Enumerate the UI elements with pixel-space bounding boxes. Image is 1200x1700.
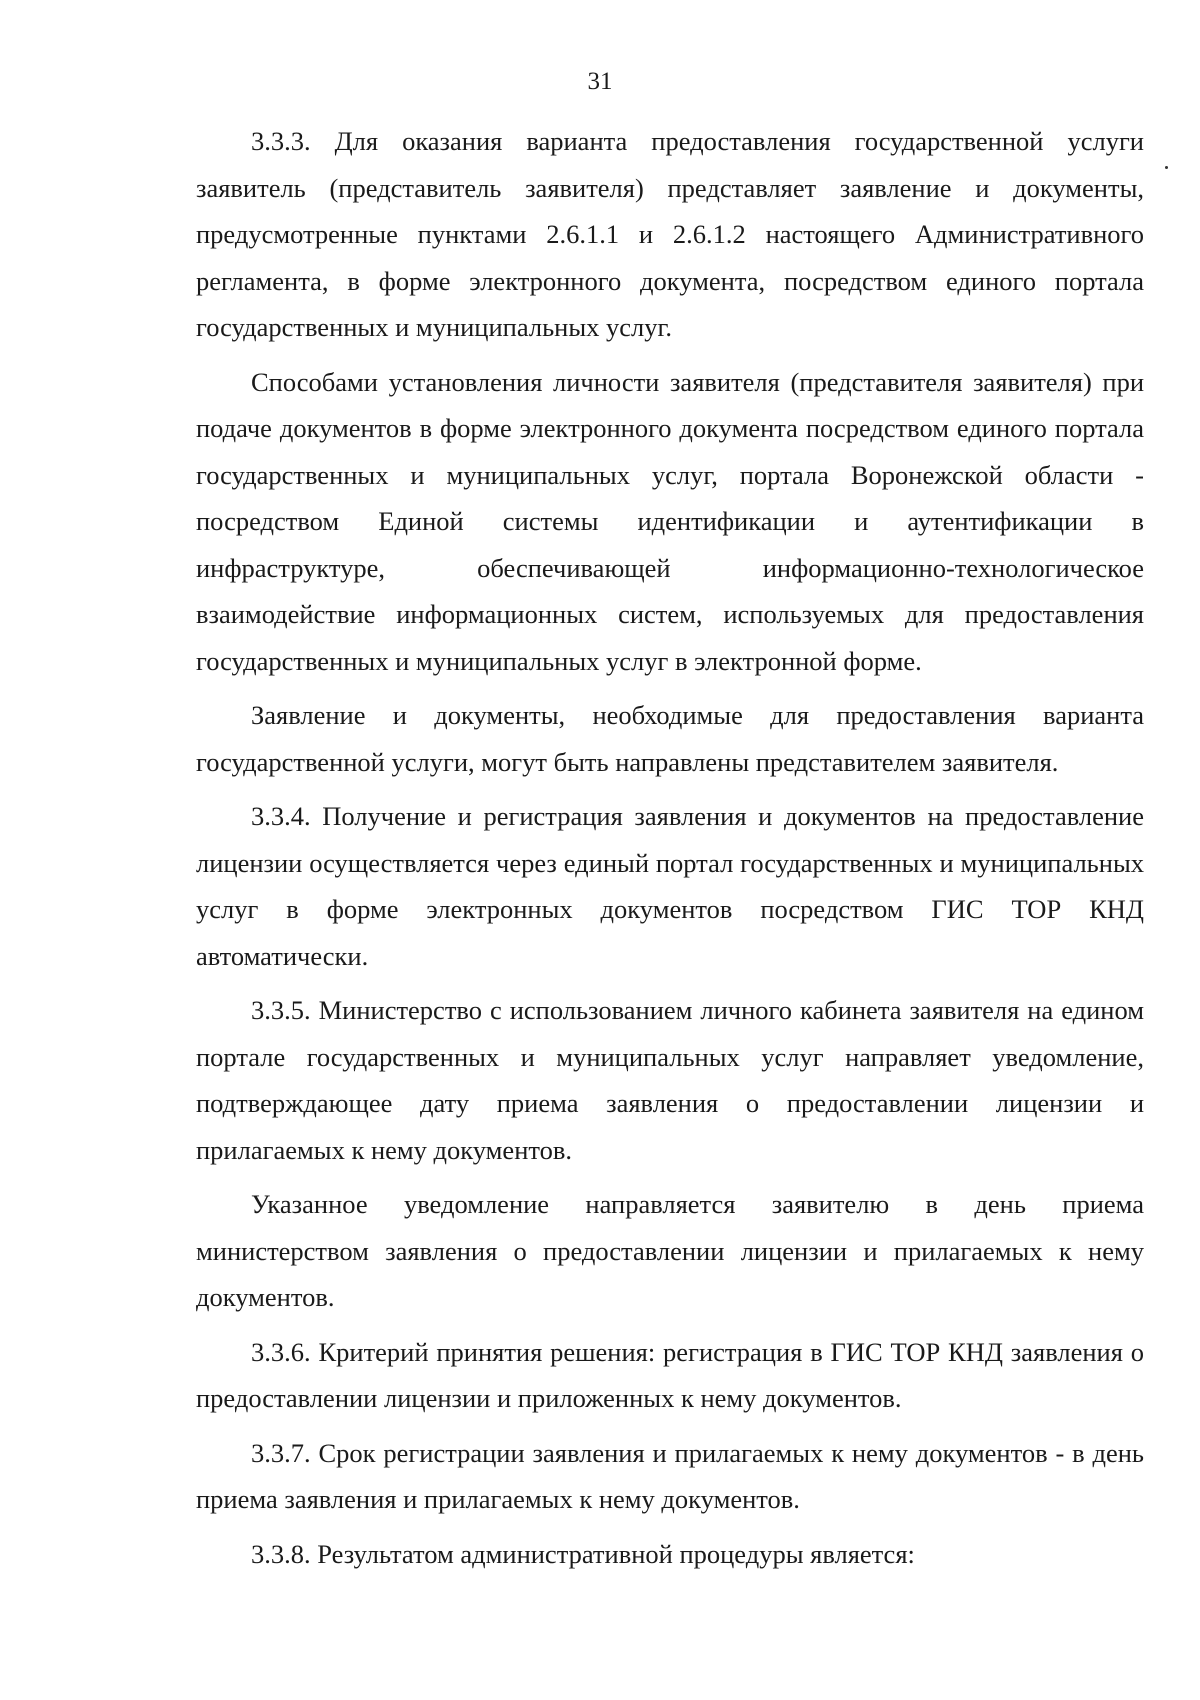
scan-speck — [1165, 166, 1168, 169]
paragraph-3-3-5: 3.3.5. Министерство с использованием личного кабинета заявителя на едином портале государственных и муниципальных услуг направляет уведомление, подтверждающее дату приема заявления о предоставлении лицензии и прилагаемых к нему документов. — [196, 995, 1144, 1165]
paragraph-3-3-4: 3.3.4. Получение и регистрация заявления и документов на предоставление лицензии осуществляется через единый портал государственных и муниципальных услуг в форме электронных документов посредством ГИС ТОР КНД автоматически. — [196, 801, 1144, 971]
paragraph-representative: Заявление и документы, необходимые для предоставления варианта государственной услуги, могут быть направлены представителем заявителя. — [196, 700, 1144, 777]
paragraph-3-3-7: 3.3.7. Срок регистрации заявления и прилагаемых к нему документов - в день приема заявления и прилагаемых к нему документов. — [196, 1437, 1144, 1514]
paragraph-3-3-3: 3.3.3. Для оказания варианта предоставления государственной услуги заявитель (представитель заявителя) представляет заявление и документы, предусмотренные пунктами 2.6.1.1 и 2.6.1.2 настоящего Административного регламента, в форме электронного документа, посредством единого портала государственных и муниципальных услуг. — [196, 126, 1144, 342]
paragraph-notification: Указанное уведомление направляется заявителю в день приема министерством заявления о предоставлении лицензии и прилагаемых к нему документов. — [196, 1189, 1144, 1312]
document-body — [196, 118, 1144, 1585]
paragraph-identification-methods: Способами установления личности заявителя (представителя заявителя) при подаче документов в форме электронного документа посредством единого портала государственных и муниципальных услуг, портала Воронежской области - посредством Единой системы идентификации и аутентификации в инфраструктуре, обеспечивающей информационно-технологическое взаимодействие информационных систем, используемых для предоставления государственных и муниципальных услуг в электронной форме. — [196, 366, 1144, 676]
page-number: 31 — [587, 68, 613, 95]
paragraph-3-3-6: 3.3.6. Критерий принятия решения: регистрация в ГИС ТОР КНД заявления о предоставлении лицензии и приложенных к нему документов. — [196, 1336, 1144, 1413]
paragraph-3-3-8: 3.3.8. Результатом административной процедуры является: — [251, 1538, 915, 1569]
